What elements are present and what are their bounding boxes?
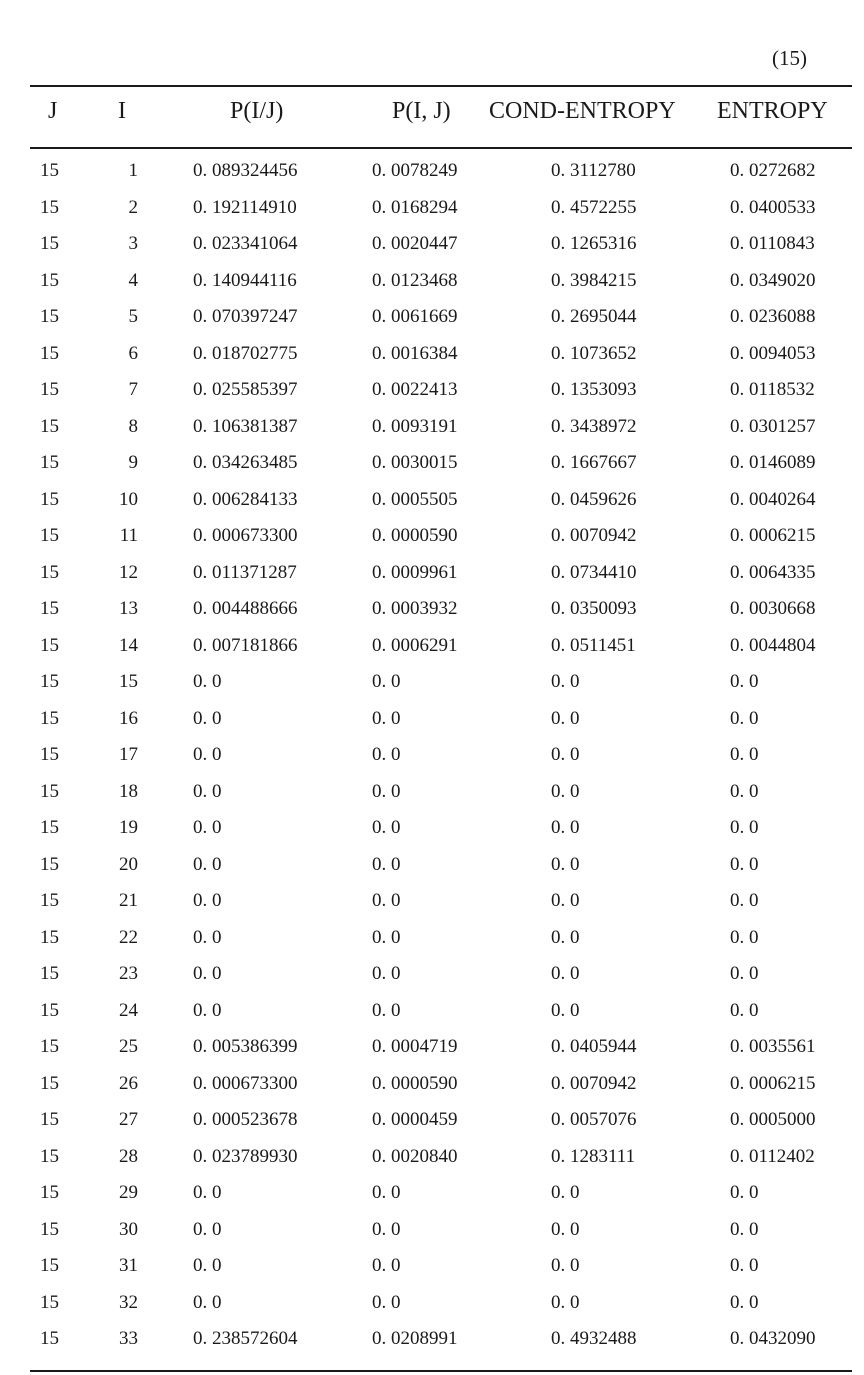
cell-p-i-given-j: 0. 0: [193, 963, 222, 984]
table-bottom-rule: [30, 1370, 852, 1372]
cell-entropy: 0. 0301257: [730, 415, 816, 437]
cell-entropy: 0. 0400533: [730, 196, 816, 218]
cell-cond-entropy: 0. 1265316: [551, 233, 637, 254]
table-row: [0, 1288, 864, 1325]
cell-entropy: 0. 0040264: [730, 488, 816, 510]
cell-entropy: 0. 0: [730, 1182, 759, 1203]
cell-j: 15: [40, 452, 59, 473]
table-row: [0, 923, 864, 960]
cell-j: 15: [40, 963, 59, 984]
cell-j: 15: [40, 160, 59, 181]
cell-p-i-given-j: 0. 004488666: [193, 598, 298, 619]
cell-j: 15: [40, 269, 59, 291]
table-row: [0, 740, 864, 777]
cell-i: 10: [119, 488, 138, 510]
cell-i: 13: [119, 598, 138, 619]
cell-entropy: 0. 0: [730, 1291, 759, 1313]
cell-entropy: 0. 0030668: [730, 598, 816, 619]
cell-entropy: 0. 0118532: [730, 379, 815, 400]
table-row: [0, 631, 864, 668]
table-row: [0, 229, 864, 266]
table-top-rule: [30, 85, 852, 87]
table-row: [0, 521, 864, 558]
cell-p-i-given-j: 0. 018702775: [193, 342, 298, 364]
table-row: [0, 667, 864, 704]
cell-p-i-given-j: 0. 140944116: [193, 269, 297, 291]
cell-entropy: 0. 0: [730, 853, 759, 875]
cell-p-i-given-j: 0. 0: [193, 1291, 222, 1313]
cell-p-i-given-j: 0. 192114910: [193, 196, 297, 218]
cell-p-i-j: 0. 0078249: [372, 160, 458, 181]
cell-j: 15: [40, 780, 59, 802]
cell-j: 15: [40, 890, 59, 911]
cell-entropy: 0. 0: [730, 890, 759, 911]
cell-cond-entropy: 0. 0350093: [551, 598, 637, 619]
cell-cond-entropy: 0. 0070942: [551, 525, 637, 546]
cell-p-i-j: 0. 0: [372, 1255, 401, 1276]
cell-i: 2: [128, 196, 138, 218]
cell-entropy: 0. 0272682: [730, 160, 816, 181]
cell-p-i-given-j: 0. 023789930: [193, 1145, 298, 1167]
cell-p-i-given-j: 0. 0: [193, 1182, 222, 1203]
cell-p-i-given-j: 0. 0: [193, 1255, 222, 1276]
cell-cond-entropy: 0. 3984215: [551, 269, 637, 291]
cell-i: 24: [119, 999, 138, 1021]
cell-entropy: 0. 0006215: [730, 525, 816, 546]
cell-i: 19: [119, 817, 138, 838]
table-row: [0, 1069, 864, 1106]
cell-cond-entropy: 0. 0459626: [551, 488, 637, 510]
cell-cond-entropy: 0. 4572255: [551, 196, 637, 218]
table-row: [0, 850, 864, 887]
cell-p-i-given-j: 0. 034263485: [193, 452, 298, 473]
cell-entropy: 0. 0: [730, 999, 759, 1021]
table-row: [0, 448, 864, 485]
table-row: [0, 1142, 864, 1179]
page-number: (15): [772, 46, 807, 70]
cell-i: 5: [128, 306, 138, 327]
cell-entropy: 0. 0: [730, 1255, 759, 1276]
table-row: [0, 1178, 864, 1215]
cell-entropy: 0. 0: [730, 671, 759, 692]
cell-p-i-given-j: 0. 0: [193, 780, 222, 802]
cell-p-i-given-j: 0. 106381387: [193, 415, 298, 437]
cell-entropy: 0. 0146089: [730, 452, 816, 473]
cell-j: 15: [40, 525, 59, 546]
cell-cond-entropy: 0. 4932488: [551, 1328, 637, 1349]
cell-i: 7: [128, 379, 138, 400]
cell-p-i-given-j: 0. 0: [193, 890, 222, 911]
cell-p-i-given-j: 0. 0: [193, 853, 222, 875]
cell-j: 15: [40, 634, 59, 656]
table-row: [0, 266, 864, 303]
header-j: J: [48, 98, 58, 124]
cell-j: 15: [40, 817, 59, 838]
table-row: [0, 996, 864, 1033]
cell-j: 15: [40, 744, 59, 765]
cell-cond-entropy: 0. 0: [551, 1218, 580, 1240]
cell-i: 11: [119, 525, 138, 546]
cell-p-i-given-j: 0. 005386399: [193, 1036, 298, 1057]
cell-entropy: 0. 0: [730, 744, 759, 765]
cell-p-i-j: 0. 0000590: [372, 525, 458, 546]
cell-entropy: 0. 0236088: [730, 306, 816, 327]
cell-cond-entropy: 0. 0: [551, 1255, 580, 1276]
cell-p-i-j: 0. 0: [372, 1182, 401, 1203]
cell-cond-entropy: 0. 0: [551, 671, 580, 692]
table-row: [0, 485, 864, 522]
table-row: [0, 594, 864, 631]
cell-cond-entropy: 0. 0: [551, 707, 580, 729]
cell-p-i-given-j: 0. 0: [193, 744, 222, 765]
table-row: [0, 886, 864, 923]
cell-cond-entropy: 0. 0057076: [551, 1109, 637, 1130]
cell-i: 26: [119, 1072, 138, 1094]
cell-i: 31: [119, 1255, 138, 1276]
cell-cond-entropy: 0. 0: [551, 744, 580, 765]
table-row: [0, 193, 864, 230]
cell-j: 15: [40, 1255, 59, 1276]
cell-p-i-given-j: 0. 0: [193, 707, 222, 729]
table-header-rule: [30, 147, 852, 149]
cell-p-i-j: 0. 0: [372, 671, 401, 692]
cell-p-i-j: 0. 0168294: [372, 196, 458, 218]
cell-p-i-j: 0. 0: [372, 853, 401, 875]
cell-cond-entropy: 0. 0: [551, 853, 580, 875]
cell-i: 32: [119, 1291, 138, 1313]
cell-p-i-given-j: 0. 007181866: [193, 634, 298, 656]
cell-i: 22: [119, 926, 138, 948]
cell-j: 15: [40, 707, 59, 729]
cell-entropy: 0. 0005000: [730, 1109, 816, 1130]
cell-entropy: 0. 0: [730, 707, 759, 729]
cell-i: 4: [128, 269, 138, 291]
cell-cond-entropy: 0. 2695044: [551, 306, 637, 327]
cell-p-i-j: 0. 0: [372, 817, 401, 838]
table-row: [0, 339, 864, 376]
table-row: [0, 558, 864, 595]
table-body: [0, 156, 864, 1361]
header-entropy: ENTROPY: [717, 98, 828, 124]
cell-p-i-given-j: 0. 000523678: [193, 1109, 298, 1130]
table-row: [0, 777, 864, 814]
cell-entropy: 0. 0112402: [730, 1145, 815, 1167]
cell-p-i-given-j: 0. 0: [193, 671, 222, 692]
cell-i: 21: [119, 890, 138, 911]
cell-p-i-j: 0. 0030015: [372, 452, 458, 473]
table-row: [0, 302, 864, 339]
cell-p-i-j: 0. 0016384: [372, 342, 458, 364]
cell-entropy: 0. 0035561: [730, 1036, 816, 1057]
cell-p-i-j: 0. 0003932: [372, 598, 458, 619]
cell-p-i-j: 0. 0: [372, 999, 401, 1021]
cell-p-i-given-j: 0. 0: [193, 926, 222, 948]
cell-j: 15: [40, 1072, 59, 1094]
cell-cond-entropy: 0. 0: [551, 890, 580, 911]
cell-p-i-given-j: 0. 006284133: [193, 488, 298, 510]
cell-j: 15: [40, 196, 59, 218]
cell-j: 15: [40, 853, 59, 875]
cell-entropy: 0. 0044804: [730, 634, 816, 656]
cell-cond-entropy: 0. 0: [551, 780, 580, 802]
cell-j: 15: [40, 1291, 59, 1313]
cell-j: 15: [40, 1182, 59, 1203]
cell-p-i-j: 0. 0208991: [372, 1328, 458, 1349]
table-row: [0, 1324, 864, 1361]
cell-entropy: 0. 0064335: [730, 561, 816, 583]
cell-i: 3: [128, 233, 138, 254]
cell-j: 15: [40, 488, 59, 510]
cell-p-i-given-j: 0. 0: [193, 817, 222, 838]
table-row: [0, 1032, 864, 1069]
cell-p-i-given-j: 0. 023341064: [193, 233, 298, 254]
cell-cond-entropy: 0. 0070942: [551, 1072, 637, 1094]
table-row: [0, 156, 864, 193]
cell-i: 6: [128, 342, 138, 364]
cell-entropy: 0. 0110843: [730, 233, 815, 254]
cell-p-i-j: 0. 0: [372, 926, 401, 948]
cell-p-i-given-j: 0. 0: [193, 999, 222, 1021]
cell-p-i-given-j: 0. 000673300: [193, 525, 298, 546]
cell-cond-entropy: 0. 1667667: [551, 452, 637, 473]
cell-cond-entropy: 0. 0: [551, 963, 580, 984]
cell-p-i-given-j: 0. 070397247: [193, 306, 298, 327]
cell-cond-entropy: 0. 0: [551, 926, 580, 948]
cell-cond-entropy: 0. 0511451: [551, 634, 636, 656]
table-row: [0, 412, 864, 449]
cell-p-i-j: 0. 0006291: [372, 634, 458, 656]
header-cond-entropy: COND-ENTROPY: [489, 98, 676, 124]
table-row: [0, 1251, 864, 1288]
cell-i: 17: [119, 744, 138, 765]
cell-entropy: 0. 0094053: [730, 342, 816, 364]
cell-cond-entropy: 0. 0405944: [551, 1036, 637, 1057]
cell-j: 15: [40, 598, 59, 619]
cell-p-i-j: 0. 0000590: [372, 1072, 458, 1094]
cell-cond-entropy: 0. 0: [551, 999, 580, 1021]
cell-cond-entropy: 0. 1283111: [551, 1145, 636, 1167]
cell-i: 33: [119, 1328, 138, 1349]
table-row: [0, 813, 864, 850]
cell-p-i-given-j: 0. 011371287: [193, 561, 297, 583]
cell-j: 15: [40, 926, 59, 948]
cell-cond-entropy: 0. 0: [551, 1182, 580, 1203]
cell-p-i-j: 0. 0: [372, 963, 401, 984]
cell-p-i-j: 0. 0: [372, 890, 401, 911]
cell-p-i-j: 0. 0020840: [372, 1145, 458, 1167]
header-i: I: [118, 98, 126, 124]
cell-p-i-j: 0. 0020447: [372, 233, 458, 254]
cell-i: 27: [119, 1109, 138, 1130]
cell-j: 15: [40, 999, 59, 1021]
cell-entropy: 0. 0: [730, 963, 759, 984]
cell-entropy: 0. 0: [730, 1218, 759, 1240]
cell-cond-entropy: 0. 3112780: [551, 160, 636, 181]
cell-p-i-j: 0. 0: [372, 707, 401, 729]
cell-j: 15: [40, 561, 59, 583]
cell-p-i-given-j: 0. 025585397: [193, 379, 298, 400]
cell-p-i-j: 0. 0061669: [372, 306, 458, 327]
cell-p-i-j: 0. 0: [372, 744, 401, 765]
cell-i: 30: [119, 1218, 138, 1240]
cell-p-i-j: 0. 0000459: [372, 1109, 458, 1130]
table-row: [0, 704, 864, 741]
table-header: [0, 98, 864, 138]
table-row: [0, 375, 864, 412]
cell-p-i-j: 0. 0: [372, 780, 401, 802]
cell-p-i-j: 0. 0009961: [372, 561, 458, 583]
cell-p-i-j: 0. 0005505: [372, 488, 458, 510]
cell-j: 15: [40, 379, 59, 400]
cell-j: 15: [40, 306, 59, 327]
cell-cond-entropy: 0. 1353093: [551, 379, 637, 400]
cell-p-i-given-j: 0. 238572604: [193, 1328, 298, 1349]
table-row: [0, 1215, 864, 1252]
cell-i: 12: [119, 561, 138, 583]
cell-p-i-given-j: 0. 089324456: [193, 160, 298, 181]
header-p-i-j: P(I, J): [392, 98, 451, 124]
cell-cond-entropy: 0. 3438972: [551, 415, 637, 437]
header-p-i-given-j: P(I/J): [230, 98, 284, 124]
cell-i: 16: [119, 707, 138, 729]
cell-p-i-j: 0. 0093191: [372, 415, 458, 437]
cell-entropy: 0. 0349020: [730, 269, 816, 291]
cell-i: 25: [119, 1036, 138, 1057]
cell-entropy: 0. 0: [730, 817, 759, 838]
cell-i: 1: [128, 160, 138, 181]
cell-j: 15: [40, 415, 59, 437]
table-row: [0, 959, 864, 996]
cell-entropy: 0. 0006215: [730, 1072, 816, 1094]
cell-j: 15: [40, 1109, 59, 1130]
cell-j: 15: [40, 342, 59, 364]
cell-cond-entropy: 0. 1073652: [551, 342, 637, 364]
cell-p-i-given-j: 0. 0: [193, 1218, 222, 1240]
cell-i: 8: [128, 415, 138, 437]
cell-j: 15: [40, 233, 59, 254]
cell-i: 9: [128, 452, 138, 473]
cell-cond-entropy: 0. 0734410: [551, 561, 637, 583]
cell-p-i-j: 0. 0123468: [372, 269, 458, 291]
cell-j: 15: [40, 671, 59, 692]
cell-i: 15: [119, 671, 138, 692]
cell-j: 15: [40, 1218, 59, 1240]
cell-i: 18: [119, 780, 138, 802]
cell-p-i-j: 0. 0004719: [372, 1036, 458, 1057]
cell-p-i-j: 0. 0022413: [372, 379, 458, 400]
cell-j: 15: [40, 1036, 59, 1057]
table-row: [0, 1105, 864, 1142]
cell-i: 20: [119, 853, 138, 875]
cell-i: 29: [119, 1182, 138, 1203]
cell-cond-entropy: 0. 0: [551, 817, 580, 838]
cell-entropy: 0. 0432090: [730, 1328, 816, 1349]
cell-i: 23: [119, 963, 138, 984]
cell-cond-entropy: 0. 0: [551, 1291, 580, 1313]
cell-p-i-given-j: 0. 000673300: [193, 1072, 298, 1094]
cell-p-i-j: 0. 0: [372, 1291, 401, 1313]
cell-entropy: 0. 0: [730, 780, 759, 802]
cell-i: 14: [119, 634, 138, 656]
cell-entropy: 0. 0: [730, 926, 759, 948]
cell-i: 28: [119, 1145, 138, 1167]
cell-j: 15: [40, 1145, 59, 1167]
cell-p-i-j: 0. 0: [372, 1218, 401, 1240]
cell-j: 15: [40, 1328, 59, 1349]
